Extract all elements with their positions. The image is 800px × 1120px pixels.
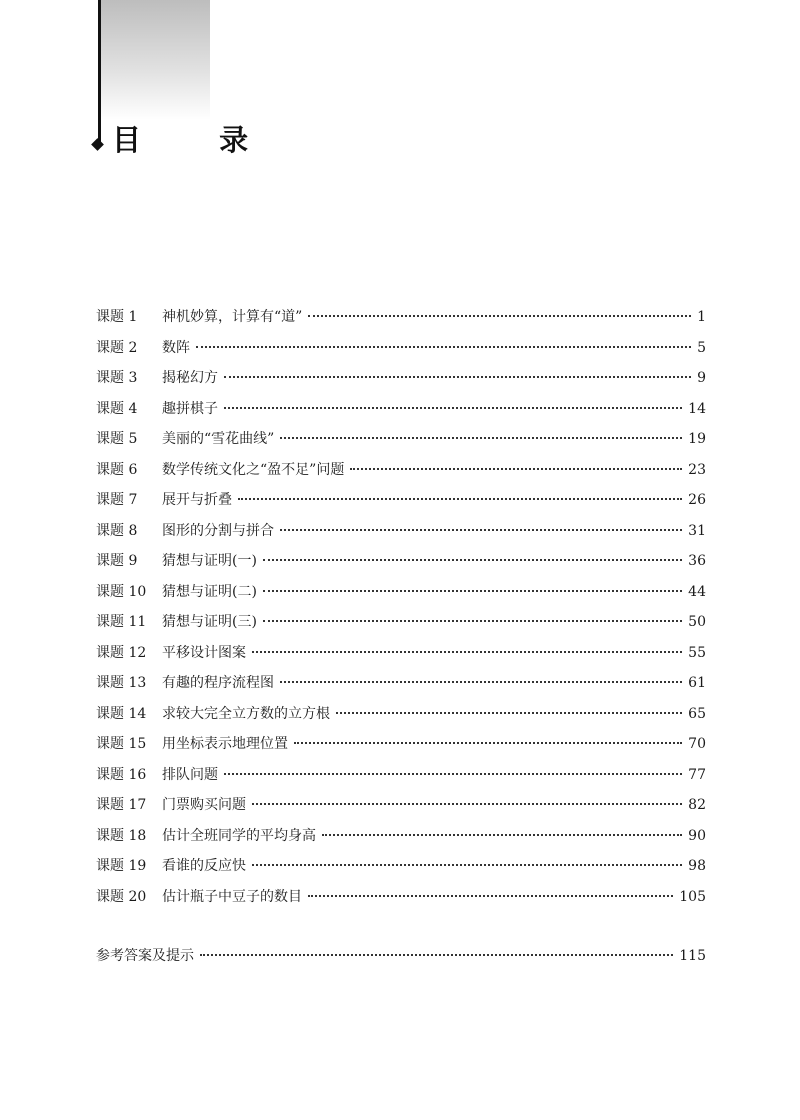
toc-entry-title: 数学传统文化之“盈不足”问题 [162,461,345,478]
toc-entry-page: 65 [688,705,706,722]
toc-entry-page: 31 [688,522,706,539]
toc-entry-page: 55 [688,644,706,661]
toc-entry-title: 有趣的程序流程图 [162,675,274,691]
toc-entry-page: 82 [688,797,706,813]
toc-entry-page: 5 [697,339,706,356]
toc-entry-appendix[interactable] [96,944,706,974]
toc-entry-label: 课题 10 [96,583,147,600]
toc-entry-title: 用坐标表示地理位置 [162,736,288,752]
toc-entry-page: 1 [697,309,706,325]
toc-entry-title: 估计瓶子中豆子的数目 [162,888,302,905]
toc-entry-label: 课题 16 [96,766,147,783]
toc-entry-label: 课题 1 [96,309,138,325]
toc-entry-title: 猜想与证明(三) [162,614,257,630]
toc-entry-page: 44 [688,583,706,600]
toc-entry-label: 课题 15 [96,736,147,752]
appendix-title: 参考答案及提示 [96,948,194,964]
toc-entry-label: 课题 18 [96,827,147,844]
toc-leader-dots [224,362,691,378]
toc-leader-dots [252,850,682,866]
toc-entry-label: 课题 17 [96,797,147,813]
toc-entry[interactable] [96,885,706,916]
toc-entry-label: 课题 12 [96,644,147,661]
toc-entry-label: 课题 4 [96,400,138,417]
toc-entry-label: 课题 13 [96,675,147,691]
appendix-section [96,944,706,974]
toc-entry-page: 26 [688,492,706,508]
toc-leader-dots [308,881,673,897]
toc-entry-title: 平移设计图案 [162,644,246,661]
toc-leader-dots [263,576,682,592]
toc-entry-title: 趣拼棋子 [162,400,218,417]
toc-leader-dots [280,515,682,531]
toc-entry-label: 课题 19 [96,858,147,874]
toc-entry-title: 猜想与证明(一) [162,553,257,569]
toc-entry-label: 课题 5 [96,431,138,447]
toc-entry-label: 课题 2 [96,339,138,356]
toc-leader-dots [252,789,682,805]
header-vertical-rule [98,0,101,142]
toc-entry-title: 数阵 [162,339,190,356]
toc-entry-page: 9 [697,370,706,386]
toc-leader-dots [224,759,682,775]
toc-leader-dots [294,728,682,744]
toc-entry-title: 猜想与证明(二) [162,583,257,600]
toc-entry-title: 门票购买问题 [162,797,246,813]
toc-entry-title: 美丽的“雪花曲线” [162,431,275,447]
toc-entry-title: 看谁的反应快 [162,858,246,874]
toc-leader-dots [263,545,682,561]
toc-entry-label: 课题 9 [96,553,138,569]
toc-entry-page: 70 [688,736,706,752]
toc-leader-dots [263,606,682,622]
header-gradient-block [100,0,210,120]
toc-entry-title: 图形的分割与拼合 [162,522,274,539]
toc-entry-title: 神机妙算，计算有“道” [162,309,303,325]
toc-entry-page: 14 [688,400,706,417]
toc-entry-title: 排队问题 [162,766,218,783]
toc-entry-page: 77 [688,766,706,783]
toc-entry-title: 求较大完全立方数的立方根 [162,705,330,722]
appendix-page: 115 [679,948,706,964]
toc-entry-page: 61 [688,675,706,691]
toc-entry-page: 105 [679,888,706,905]
toc-leader-dots [252,637,682,653]
toc-leader-dots [350,454,682,470]
toc-leader-dots [280,423,682,439]
toc-leader-dots [280,667,682,683]
toc-entry-label: 课题 3 [96,370,138,386]
toc-leader-dots [336,698,682,714]
toc-entry-page: 98 [688,858,706,874]
toc-leader-dots [238,484,682,500]
toc-leader-dots [196,332,691,348]
toc-leader-dots [224,393,682,409]
toc-entry-label: 课题 20 [96,888,147,905]
table-of-contents [96,305,706,915]
toc-entry-page: 50 [688,614,706,630]
toc-leader-dots [200,940,673,956]
toc-entry-title: 揭秘幻方 [162,370,218,386]
toc-entry-label: 课题 6 [96,461,138,478]
page-title: 目 录 [112,123,283,157]
toc-leader-dots [308,301,691,317]
toc-entry-label: 课题 7 [96,492,138,508]
toc-entry-title: 估计全班同学的平均身高 [162,827,316,844]
toc-leader-dots [322,820,682,836]
toc-entry-page: 90 [688,827,706,844]
toc-entry-page: 19 [688,431,706,447]
toc-entry-page: 23 [688,461,706,478]
toc-entry-label: 课题 8 [96,522,138,539]
toc-entry-title: 展开与折叠 [162,492,232,508]
toc-entry-label: 课题 11 [96,614,147,630]
diamond-bullet-icon [91,138,104,151]
toc-entry-page: 36 [688,553,706,569]
toc-entry-label: 课题 14 [96,705,147,722]
